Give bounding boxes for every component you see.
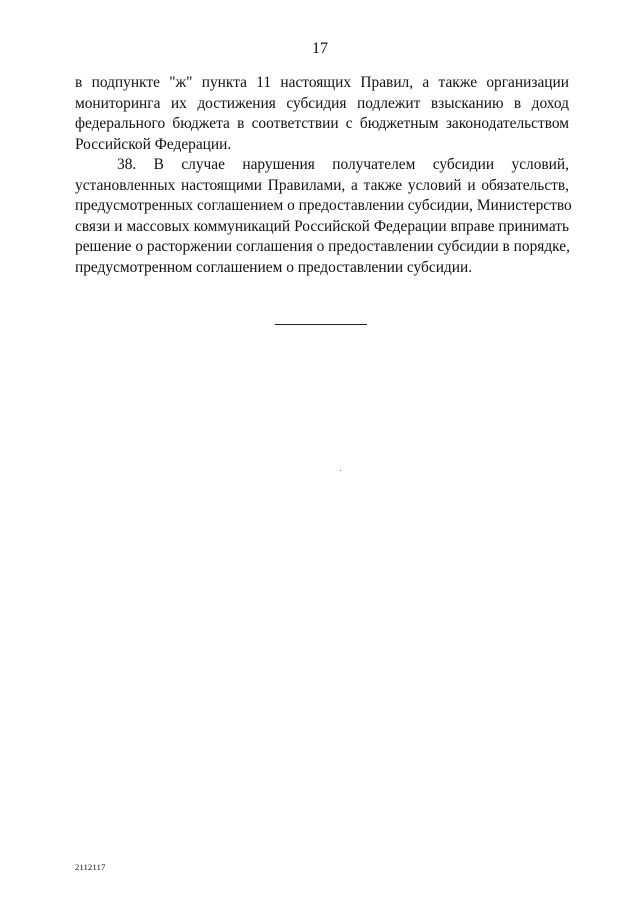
text-line: 38. В случае нарушения получателем субсидии условий, xyxy=(117,156,569,173)
end-separator-line xyxy=(275,324,367,325)
document-code: 2112117 xyxy=(75,862,106,872)
paragraph-continuation xyxy=(75,73,569,155)
scan-speck xyxy=(340,470,341,471)
text-line: решение о расторжении соглашения о предоставлении субсидии в порядке, xyxy=(75,238,570,255)
text-line: связи и массовых коммуникаций Российской Федерации вправе принимать xyxy=(75,217,569,235)
text-line: Российской Федерации. xyxy=(75,135,232,153)
paragraph-item-38 xyxy=(75,155,572,278)
text-line: предусмотренном соглашением о предоставлении субсидии. xyxy=(75,258,473,276)
page-number: 17 xyxy=(312,40,328,57)
text-line: федерального бюджета в соответствии с бюджетным законодательством xyxy=(75,115,569,132)
text-line: установленных настоящими Правилами, а также условий и обязательств, xyxy=(75,176,569,194)
text-line: мониторинга их достижения субсидия подлежит взысканию в доход xyxy=(75,94,569,112)
document-body xyxy=(75,73,572,278)
text-line: предусмотренных соглашением о предоставлении субсидии, Министерство xyxy=(75,197,572,214)
text-line: в подпункте "ж" пункта 11 настоящих Правил, а также организации xyxy=(75,74,569,91)
